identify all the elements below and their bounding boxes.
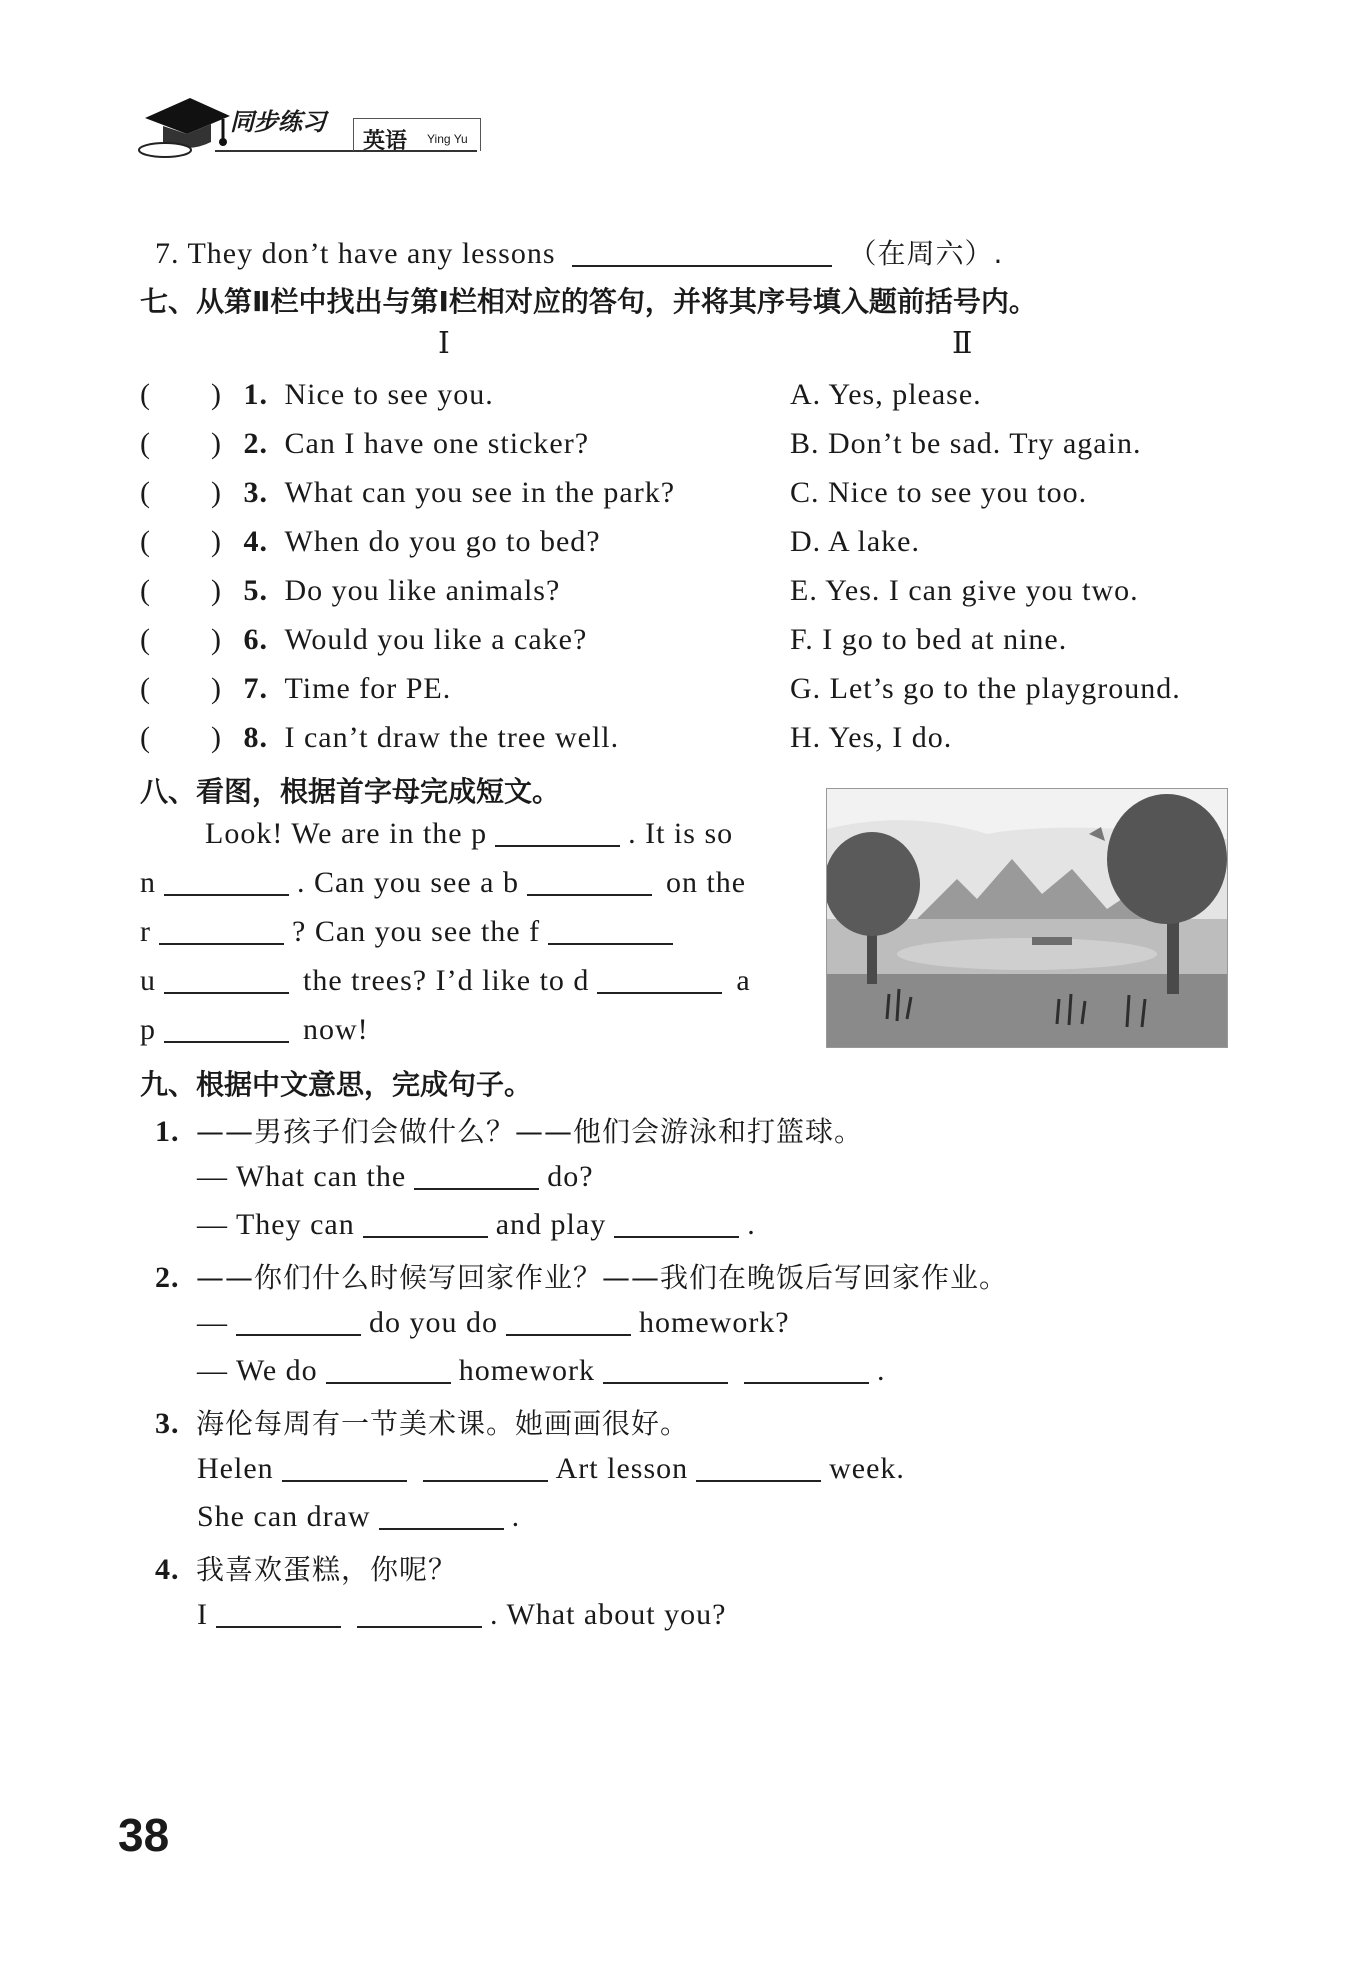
answer-bracket[interactable]: ( ) bbox=[140, 623, 222, 656]
question-row bbox=[140, 672, 451, 706]
sentence-text: — We do bbox=[197, 1354, 318, 1387]
answer-blank[interactable] bbox=[506, 1304, 631, 1336]
blank-p[interactable] bbox=[495, 815, 620, 847]
blank-n[interactable] bbox=[164, 864, 289, 896]
park-illustration bbox=[826, 788, 1228, 1048]
passage-text: . Can you see a b bbox=[297, 866, 519, 899]
column-2-header: Ⅱ bbox=[952, 327, 974, 360]
q4-line-1 bbox=[197, 1596, 726, 1632]
answer-blank[interactable] bbox=[696, 1450, 821, 1482]
series-title: 同步练习 bbox=[230, 108, 326, 136]
sentence-text: homework? bbox=[639, 1306, 790, 1339]
passage-text: . It is so bbox=[628, 817, 734, 850]
q3-number: 3. bbox=[155, 1407, 180, 1440]
question-row bbox=[140, 427, 589, 461]
sentence-text: do? bbox=[547, 1160, 594, 1193]
question-number: 8. bbox=[243, 721, 268, 754]
answer-blank[interactable] bbox=[614, 1206, 739, 1238]
passage-text: on the bbox=[665, 866, 747, 899]
answer-blank[interactable] bbox=[363, 1206, 488, 1238]
section7-title: 七、从第Ⅱ栏中找出与第Ⅰ栏相对应的答句，并将其序号填入题前括号内。 bbox=[140, 285, 1037, 318]
answer-bracket[interactable]: ( ) bbox=[140, 378, 222, 411]
question-number: 6. bbox=[243, 623, 268, 656]
q7-hint: （在周六）. bbox=[848, 237, 1004, 270]
q4-chinese: 我喜欢蛋糕，你呢？ bbox=[196, 1553, 458, 1586]
answer-bracket[interactable]: ( ) bbox=[140, 525, 222, 558]
question-text: Can I have one sticker? bbox=[284, 427, 590, 460]
q7-text: They don’t have any lessons bbox=[187, 237, 556, 270]
section8-title: 八、看图，根据首字母完成短文。 bbox=[140, 775, 561, 808]
passage-text: now! bbox=[303, 1013, 369, 1046]
question-row bbox=[140, 378, 494, 412]
passage-line-5 bbox=[140, 1011, 369, 1047]
sentence-text: I bbox=[197, 1598, 208, 1631]
q1-line-2 bbox=[197, 1206, 756, 1242]
sentence-text: and play bbox=[495, 1208, 607, 1241]
q2-prompt bbox=[155, 1256, 1008, 1296]
answer-bracket[interactable]: ( ) bbox=[140, 574, 222, 607]
question-number: 2. bbox=[243, 427, 268, 460]
q3-line-2 bbox=[197, 1498, 520, 1534]
answer-blank[interactable] bbox=[326, 1352, 451, 1384]
passage-text: p bbox=[140, 1013, 156, 1046]
answer-option: C. Nice to see you too. bbox=[790, 476, 1088, 509]
answer-blank[interactable] bbox=[379, 1498, 504, 1530]
answer-option: F. I go to bed at nine. bbox=[790, 623, 1068, 656]
blank-f[interactable] bbox=[548, 913, 673, 945]
sentence-text: . What about you? bbox=[490, 1598, 727, 1631]
sentence-text: — bbox=[197, 1306, 228, 1339]
question-row bbox=[140, 574, 560, 608]
blank-b[interactable] bbox=[527, 864, 652, 896]
blank-u[interactable] bbox=[164, 962, 289, 994]
blank-r[interactable] bbox=[159, 913, 284, 945]
answer-option: G. Let’s go to the playground. bbox=[790, 672, 1181, 705]
passage-text: a bbox=[736, 964, 751, 997]
question-number: 1. bbox=[243, 378, 268, 411]
question-text: Nice to see you. bbox=[284, 378, 494, 411]
question-text: Would you like a cake? bbox=[284, 623, 588, 656]
sentence-text: Art lesson bbox=[555, 1452, 689, 1485]
passage-text: Look! We are in the p bbox=[205, 817, 488, 850]
question-number: 7. bbox=[243, 672, 268, 705]
question-text: Do you like animals? bbox=[284, 574, 561, 607]
sentence-text: Helen bbox=[197, 1452, 274, 1485]
answer-option: A. Yes, please. bbox=[790, 378, 982, 411]
passage-text: r bbox=[140, 915, 151, 948]
sentence-text: homework bbox=[458, 1354, 595, 1387]
q1-chinese: ——男孩子们会做什么？——他们会游泳和打篮球。 bbox=[196, 1115, 864, 1148]
section6-q7 bbox=[155, 232, 1003, 272]
question-text: When do you go to bed? bbox=[284, 525, 601, 558]
sentence-text: She can draw bbox=[197, 1500, 371, 1533]
answer-option: H. Yes, I do. bbox=[790, 721, 953, 754]
column-1-header: Ⅰ bbox=[438, 327, 451, 360]
answer-blank[interactable] bbox=[216, 1596, 341, 1628]
sentence-text: . bbox=[877, 1354, 886, 1387]
answer-option: D. A lake. bbox=[790, 525, 920, 558]
subject-label: 英语 bbox=[363, 129, 408, 154]
q1-prompt bbox=[155, 1110, 863, 1150]
header-box bbox=[353, 118, 481, 151]
q2-number: 2. bbox=[155, 1261, 180, 1294]
answer-blank[interactable] bbox=[236, 1304, 361, 1336]
answer-blank[interactable] bbox=[423, 1450, 548, 1482]
q2-line-1 bbox=[197, 1304, 790, 1340]
park-scene-image bbox=[827, 789, 1227, 1047]
q2-chinese: ——你们什么时候写回家作业？——我们在晚饭后写回家作业。 bbox=[196, 1261, 1009, 1294]
answer-bracket[interactable]: ( ) bbox=[140, 427, 222, 460]
question-row bbox=[140, 623, 587, 657]
q1-number: 1. bbox=[155, 1115, 180, 1148]
q3-prompt bbox=[155, 1402, 689, 1442]
passage-line-3 bbox=[140, 913, 681, 949]
blank-p2[interactable] bbox=[164, 1011, 289, 1043]
passage-line-2 bbox=[140, 864, 746, 900]
passage-text: the trees? I’d like to d bbox=[303, 964, 590, 997]
sentence-text: . bbox=[747, 1208, 756, 1241]
subject-pinyin: Ying Yu bbox=[427, 132, 468, 146]
question-number: 3. bbox=[243, 476, 268, 509]
sentence-text: — They can bbox=[197, 1208, 355, 1241]
answer-blank[interactable] bbox=[414, 1158, 539, 1190]
passage-text: u bbox=[140, 964, 156, 997]
sentence-text: do you do bbox=[369, 1306, 498, 1339]
sentence-text: — What can the bbox=[197, 1160, 407, 1193]
answer-bracket[interactable]: ( ) bbox=[140, 721, 222, 754]
q3-line-1 bbox=[197, 1450, 905, 1486]
q7-blank[interactable] bbox=[572, 235, 832, 267]
sentence-text: week. bbox=[829, 1452, 905, 1485]
question-row bbox=[140, 525, 601, 559]
q2-line-2 bbox=[197, 1352, 886, 1388]
answer-blank[interactable] bbox=[357, 1596, 482, 1628]
question-text: What can you see in the park? bbox=[284, 476, 676, 509]
answer-option: B. Don’t be sad. Try again. bbox=[790, 427, 1142, 460]
passage-text: ? Can you see the f bbox=[292, 915, 541, 948]
passage-line-1 bbox=[205, 815, 733, 851]
answer-blank[interactable] bbox=[603, 1352, 728, 1384]
sentence-text: . bbox=[511, 1500, 521, 1533]
question-row bbox=[140, 721, 619, 755]
question-text: I can’t draw the tree well. bbox=[284, 721, 620, 754]
answer-blank[interactable] bbox=[744, 1352, 869, 1384]
answer-bracket[interactable]: ( ) bbox=[140, 672, 222, 705]
question-row bbox=[140, 476, 675, 510]
question-number: 5. bbox=[243, 574, 268, 607]
section9-title: 九、根据中文意思，完成句子。 bbox=[140, 1068, 533, 1101]
q3-chinese: 海伦每周有一节美术课。她画画很好。 bbox=[196, 1407, 690, 1440]
answer-bracket[interactable]: ( ) bbox=[140, 476, 222, 509]
q1-line-1 bbox=[197, 1158, 594, 1194]
q4-number: 4. bbox=[155, 1553, 180, 1586]
answer-option: E. Yes. I can give you two. bbox=[790, 574, 1139, 607]
header bbox=[135, 88, 495, 160]
passage-line-4 bbox=[140, 962, 751, 998]
question-number: 4. bbox=[243, 525, 268, 558]
answer-blank[interactable] bbox=[282, 1450, 407, 1482]
question-text: Time for PE. bbox=[284, 672, 452, 705]
page-number: 38 bbox=[118, 1809, 170, 1861]
q4-prompt bbox=[155, 1548, 457, 1588]
q7-number: 7. bbox=[155, 237, 180, 270]
blank-d[interactable] bbox=[597, 962, 722, 994]
passage-text: n bbox=[140, 866, 156, 899]
